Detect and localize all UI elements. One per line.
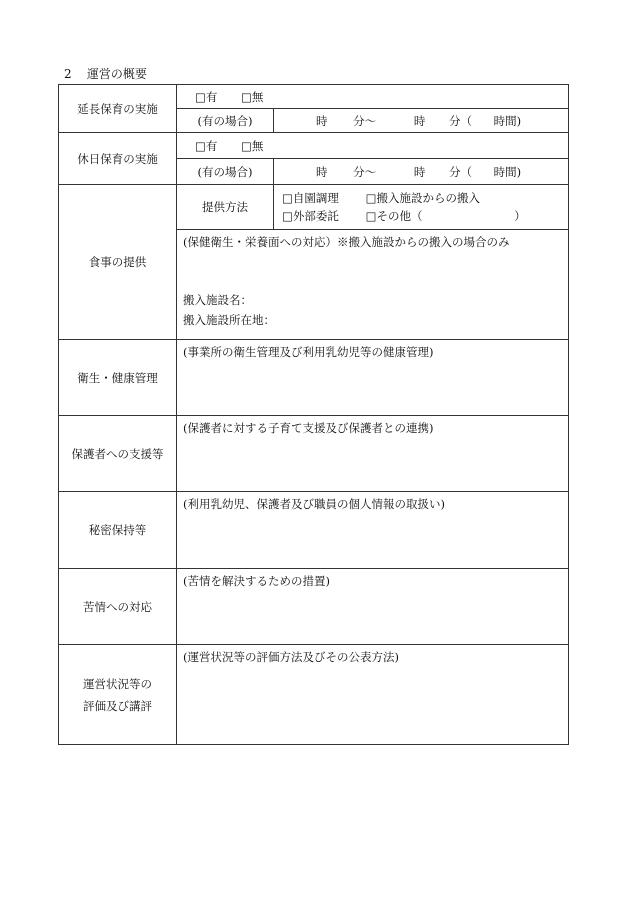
section-number: 2 [64, 67, 72, 81]
parent-support-note-field[interactable] [177, 416, 569, 492]
parent-support-note: (保護者に対する子育て支援及び保護者との連携) [183, 421, 434, 435]
holiday-care-no-checkbox[interactable]: □無 [241, 138, 264, 153]
facility-name-label: 搬入施設名： [183, 293, 252, 307]
extended-minute1: 分〜 [353, 113, 377, 128]
parent-support-label: 保護者への支援等 [59, 416, 177, 492]
meals-note: (保健衛生・栄養面への対応）※搬入施設からの搬入の場合のみ [183, 235, 510, 249]
holiday-care-options [177, 133, 569, 159]
holiday-care-label: 休日保育の実施 [59, 133, 177, 185]
evaluation-note-field[interactable] [177, 645, 569, 745]
holiday-hour2: 時 [413, 164, 426, 179]
operations-form-table [58, 84, 569, 745]
hygiene-label: 衛生・健康管理 [59, 340, 177, 416]
extended-hours: 時間) [493, 113, 522, 128]
meals-other-checkbox[interactable]: □その他（ [365, 209, 423, 223]
facility-address-label: 搬入施設所在地： [183, 313, 275, 327]
hygiene-note: (事業所の衛生管理及び利用乳幼児等の健康管理) [183, 345, 434, 359]
extended-hour1: 時 [316, 113, 328, 128]
evaluation-label-line2: 評価及び講評 [83, 698, 152, 713]
meals-delivery-checkbox[interactable]: □搬入施設からの搬入 [365, 191, 481, 205]
holiday-hour1: 時 [316, 164, 328, 179]
extended-care-label: 延長保育の実施 [59, 85, 177, 133]
confidentiality-note-field[interactable] [177, 492, 569, 569]
evaluation-label-line1: 運営状況等の [83, 676, 152, 691]
meals-method-options [274, 185, 569, 230]
extended-care-no-checkbox[interactable]: □無 [241, 89, 264, 104]
meals-method-label: 提供方法 [177, 185, 274, 230]
extended-minute2: 分（ [448, 113, 472, 128]
complaints-note: (苦情を解決するための措置) [183, 574, 330, 588]
confidentiality-note: (利用乳幼児、保護者及び職員の個人情報の取扱い) [183, 497, 445, 511]
meals-inhouse-checkbox[interactable]: □自園調理 [282, 191, 339, 205]
evaluation-note: (運営状況等の評価方法及びその公表方法) [183, 650, 399, 664]
complaints-note-field[interactable] [177, 569, 569, 645]
holiday-care-yes-checkbox[interactable]: □有 [195, 138, 218, 153]
holiday-care-case-label: (有の場合) [177, 159, 274, 185]
extended-care-time-field[interactable] [274, 109, 569, 133]
holiday-minute2: 分（ [448, 164, 472, 179]
holiday-hours: 時間) [493, 164, 522, 179]
complaints-label: 苦情への対応 [59, 569, 177, 645]
confidentiality-label: 秘密保持等 [59, 492, 177, 569]
section-heading: 運営の概要 [86, 67, 147, 81]
evaluation-label [59, 645, 177, 745]
holiday-care-time-field[interactable] [274, 159, 569, 185]
extended-care-options [177, 85, 569, 109]
meals-other-close: ） [514, 209, 526, 223]
meals-note-field[interactable] [177, 230, 569, 340]
extended-care-yes-checkbox[interactable]: □有 [195, 89, 218, 104]
hygiene-note-field[interactable] [177, 340, 569, 416]
holiday-minute1: 分〜 [353, 164, 377, 179]
meals-outsourced-checkbox[interactable]: □外部委託 [282, 209, 339, 223]
extended-care-case-label: (有の場合) [177, 109, 274, 133]
meals-label: 食事の提供 [59, 185, 177, 340]
extended-hour2: 時 [413, 113, 426, 128]
section-title [64, 65, 147, 82]
